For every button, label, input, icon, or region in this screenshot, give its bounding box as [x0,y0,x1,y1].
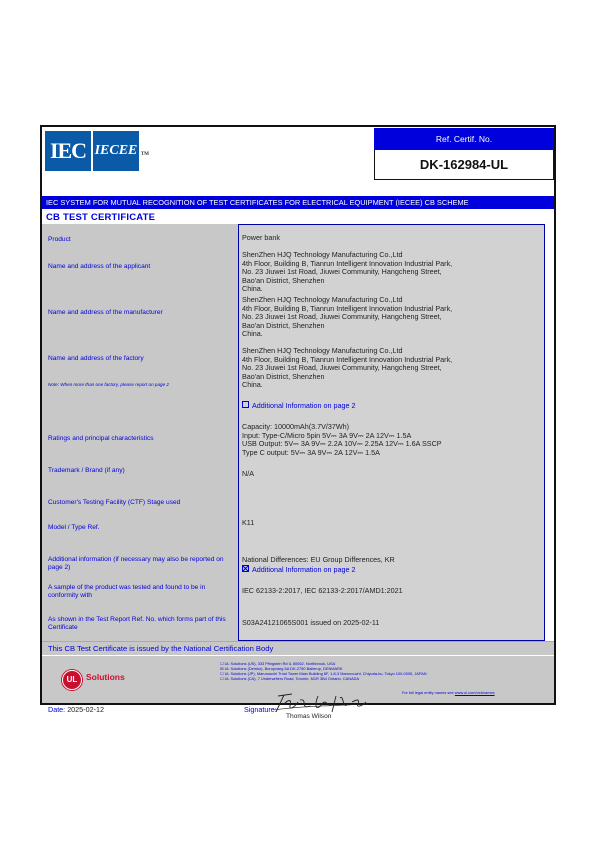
ul-logo-icon: UL [62,670,82,690]
factory-note: Note: When more than one factory, please report on page 2 [48,382,169,387]
ctf-label: Customer's Testing Facility (CTF) Stage used [48,499,181,506]
additional-label: Additional information (if necessary may also be reported on page 2) [48,556,224,571]
ratings-value: Capacity: 10000mAh(3.7V/37Wh) Input: Type-C/Micro 5pin 5V⎓ 3A 9V⎓ 2A 12V⎓ 1.5A USB Output: 5V⎓ 3A 9V⎓ 2.2A 10V⎓ 2.25A 12V⎓ 1.6A SSCP Type C output: 5V⎓ 3A 9V⎓ 2A 12V⎓ 1.5A [242,422,442,457]
applicant-value: ShenZhen HJQ Technology Manufacturing Co.,Ltd 4th Floor, Building B, Tianrun Intelligent Innovation Industrial Park, No. 23 Jiuwei 1st Road, Jiuwei Community, Hangcheng Street, Bao'an District, Shenzhen China. [242,250,453,294]
ref-label: Ref. Certif. No. [374,128,554,150]
address-us: ☐ UL Solutions (US), 333 Pfingsten Rd IL 60062, Northbrook, USA [220,661,336,666]
product-value: Power bank [242,233,280,242]
factory-label: Name and address of the factory [48,355,144,362]
factory-additional-info: Additional Information on page 2 [242,401,356,410]
scheme-banner: IEC SYSTEM FOR MUTUAL RECOGNITION OF TEST CERTIFICATES FOR ELECTRICAL EQUIPMENT (IECEE) CB SCHEME [42,196,554,209]
iec-logo: IEC [45,131,91,171]
address-demko: ☒ UL Solutions (Demko), Borupvang 5A DK-2750 Ballerup, DENMARK [220,665,343,671]
signature-label: Signature: [244,705,277,714]
ul-solutions-text: Solutions [86,672,125,682]
report-value: S03A24121065S001 issued on 2025-02-11 [242,618,380,627]
model-label: Model / Type Ref. [48,524,100,531]
signer-name: Thomas Wilson [286,713,332,720]
sample-label: A sample of the product was tested and found to be in conformity with [48,584,206,599]
office-addresses [220,662,550,682]
additional-info-link: Additional Information on page 2 [242,565,356,574]
model-value: K11 [242,518,255,527]
label-column [42,224,238,641]
additional-value: National Differences: EU Group Differences, KR [242,555,395,564]
legal-names-link[interactable]: www.ul.com/ncbnames [454,690,495,695]
report-label: As shown in the Test Report Ref. No. which forms part of this Certificate [48,616,226,631]
certificate-title: CB TEST CERTIFICATE [46,212,156,223]
product-label: Product [48,236,71,243]
manufacturer-label: Name and address of the manufacturer [48,309,163,316]
checkbox-checked-icon [242,565,249,572]
applicant-label: Name and address of the applicant [48,263,151,270]
issued-by: This CB Test Certificate is issued by the National Certification Body [42,641,554,655]
iecee-tm: TM [140,152,149,157]
trademark-value: N/A [242,469,254,478]
trademark-label: Trademark / Brand (if any) [48,467,125,474]
iecee-logo: IECEE TM [93,131,139,171]
legal-names-note: For full legal entity names see www.ul.com/ncbnames [402,690,495,695]
ref-number: DK-162984-UL [374,150,554,180]
address-ca: ☐ UL Solutions (CA), 7 Underwriters Road, Toronto, M1R 3B4 Ontario, CANADA [220,675,360,681]
ratings-label: Ratings and principal characteristics [48,435,154,442]
ref-certificate-block [374,128,554,180]
address-jp: ☐ UL Solutions (JP), Marunouchi Trust Tower Main Building 6F, 1-8-3 Marunouchi, Chiyoda-ku, Tokyo 100-0005, JAPAN [220,670,427,676]
checkbox-unchecked-icon [242,401,249,408]
sample-value: IEC 62133-2:2017, IEC 62133-2:2017/AMD1:2021 [242,586,403,595]
logo-area [43,128,373,180]
factory-value: ShenZhen HJQ Technology Manufacturing Co.,Ltd 4th Floor, Building B, Tianrun Intelligent Innovation Industrial Park, No. 23 Jiuwei 1st Road, Jiuwei Community, Hangcheng Street, Bao'an District, Shenzhen China. [242,346,453,390]
issue-date: Date: 2025-02-12 [48,705,104,714]
manufacturer-value: ShenZhen HJQ Technology Manufacturing Co.,Ltd 4th Floor, Building B, Tianrun Intelligent Innovation Industrial Park, No. 23 Jiuwei 1st Road, Jiuwei Community, Hangcheng Street, Bao'an District, Shenzhen China. [242,295,453,339]
issue-date-value: 2025-02-12 [67,705,104,714]
